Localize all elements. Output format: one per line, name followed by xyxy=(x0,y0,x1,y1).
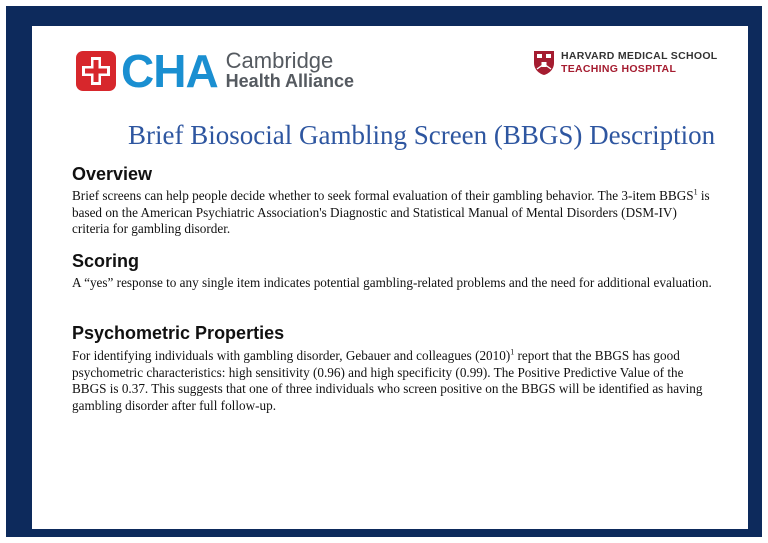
psychometric-body xyxy=(72,348,712,414)
overview-text-a: Brief screens can help people decide whether to seek formal evaluation of their gambling behavior. The 3-item BBGS xyxy=(72,188,694,203)
psychometric-footnote-ref: 1 xyxy=(510,347,515,357)
cha-logo-line2: Health Alliance xyxy=(225,71,355,91)
cha-logo-words xyxy=(225,48,355,91)
psychometric-text-a: For identifying individuals with gambling disorder, Gebauer and colleagues (2010) xyxy=(72,348,511,363)
harvard-logo xyxy=(533,50,718,76)
psychometric-text-b: report that the BBGS has good psychometric characteristics: high sensitivity (0.96) and high specificity (0.99). The Positive Predictive Value of the BBGS is 0.37. This suggests that one of three individuals who screen positive on the BBGS will be identified as having gambling disorder after full follow-up. xyxy=(72,348,703,413)
cha-logo xyxy=(76,45,355,97)
scoring-heading: Scoring xyxy=(72,251,140,271)
scoring-body: A “yes” response to any single item indicates potential gambling-related problems and the need for additional evaluation. xyxy=(72,275,712,290)
harvard-logo-text xyxy=(561,50,718,75)
cha-logo-line1: Cambridge xyxy=(225,48,334,73)
overview-text-b: is based on the American Psychiatric Association's Diagnostic and Statistical Manual of Mental Disorders (DSM-IV) criteria for gambling disorder. xyxy=(72,188,710,236)
overview-heading: Overview xyxy=(72,164,153,184)
cha-logo-letters: CHA xyxy=(121,45,218,97)
document-page xyxy=(32,26,748,529)
harvard-shield-icon xyxy=(533,50,555,76)
harvard-logo-line1: HARVARD MEDICAL SCHOOL xyxy=(561,50,718,62)
document-title: Brief Biosocial Gambling Screen (BBGS) Description xyxy=(128,120,716,150)
harvard-logo-line2: TEACHING HOSPITAL xyxy=(561,63,677,75)
medical-cross-icon xyxy=(76,51,116,91)
overview-footnote-ref: 1 xyxy=(693,187,698,197)
overview-body xyxy=(72,188,712,238)
page-frame xyxy=(6,6,762,537)
psychometric-heading: Psychometric Properties xyxy=(72,323,285,343)
